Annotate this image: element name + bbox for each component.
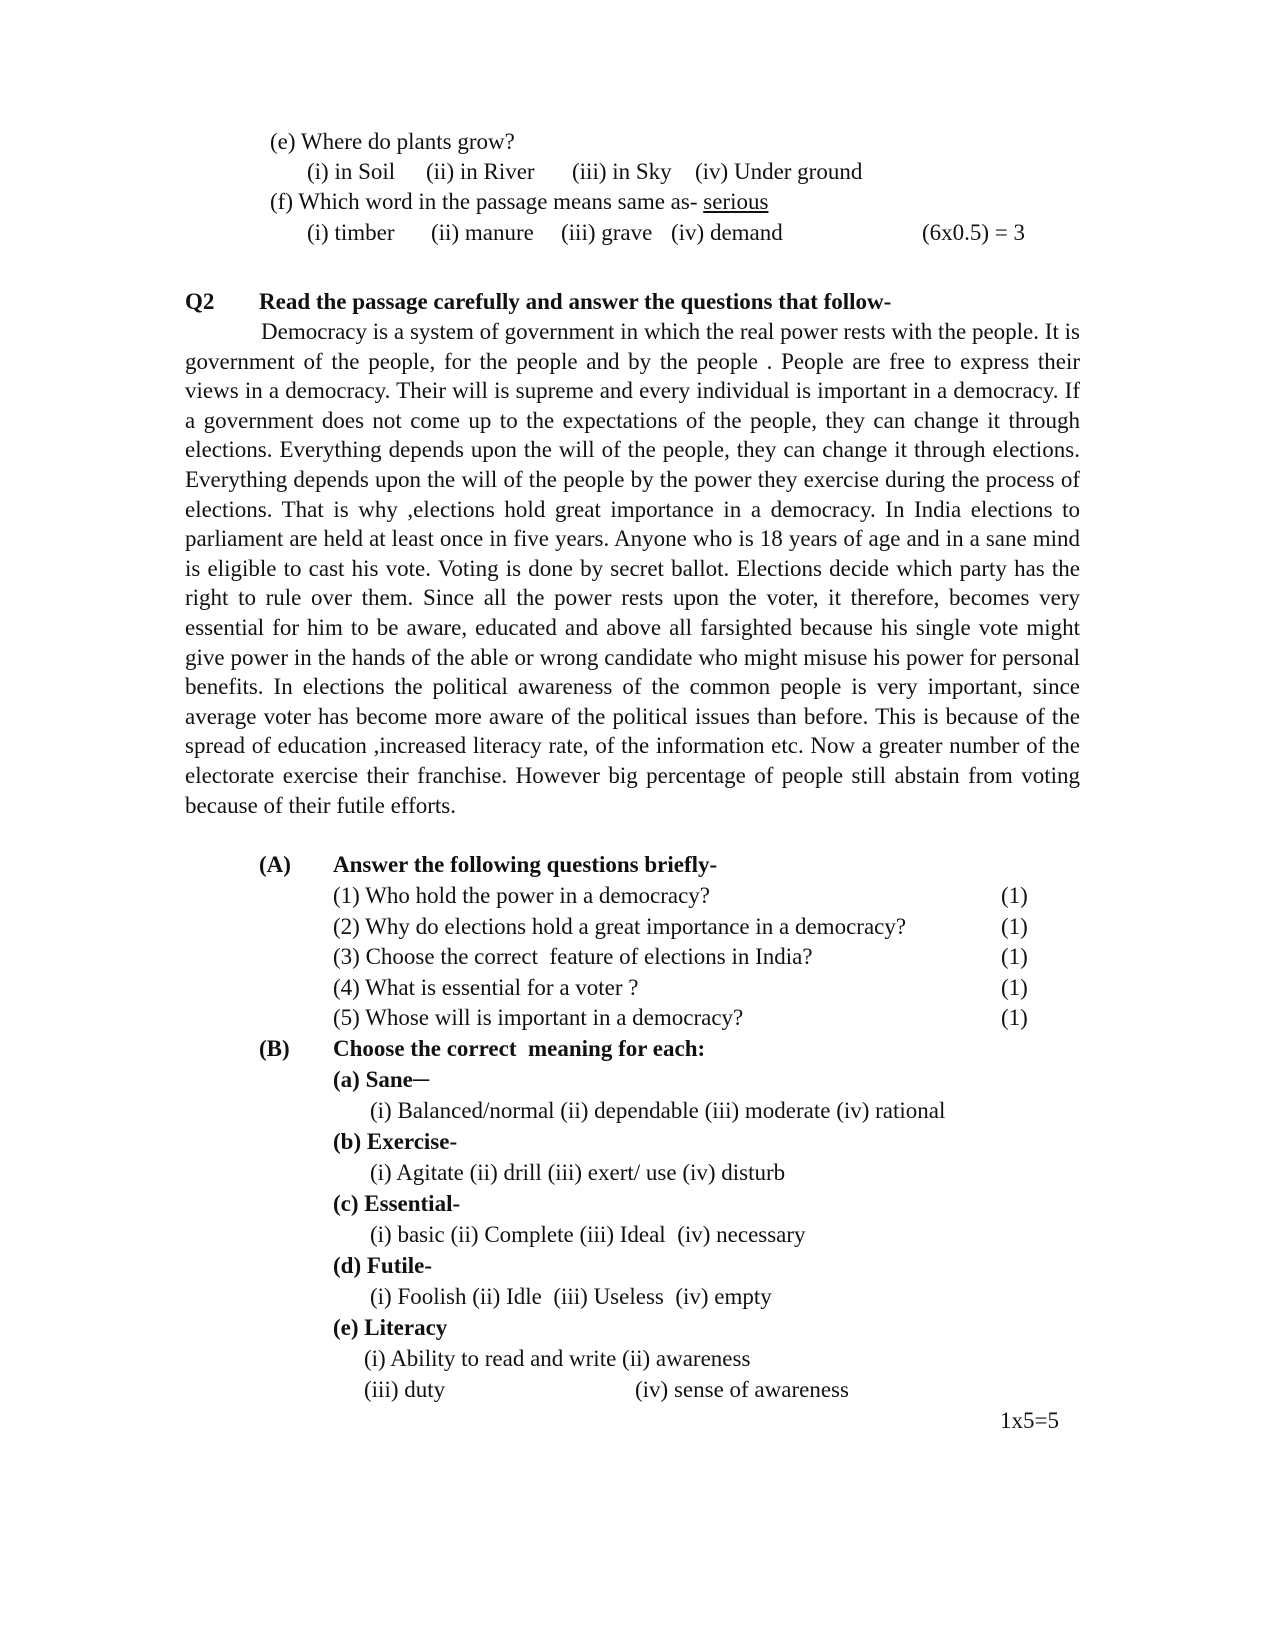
q1-f-question xyxy=(270,188,768,216)
q2-passage xyxy=(185,317,1080,820)
section-a-question-3: (3) Choose the correct feature of elections in India? xyxy=(333,944,813,969)
section-a-question-4: (4) What is essential for a voter ? xyxy=(333,975,639,1000)
section-b-options-d: (i) Foolish (ii) Idle (iii) Useless (iv) empty xyxy=(370,1284,772,1309)
section-a-question-2: (2) Why do elections hold a great importance in a democracy? xyxy=(333,914,907,939)
q2-instruction: Read the passage carefully and answer the questions that follow- xyxy=(259,289,892,314)
q1-f-marks: (6x0.5) = 3 xyxy=(922,220,1026,245)
section-a-marks-4: (1) xyxy=(1001,975,1028,1000)
section-a-question-5: (5) Whose will is important in a democracy? xyxy=(333,1005,744,1030)
section-a-question-1: (1) Who hold the power in a democracy? xyxy=(333,883,711,908)
section-a-marks-3: (1) xyxy=(1001,944,1028,969)
q2-passage-text: Democracy is a system of government in which the real power rests with the people. It is government of the people, for the people and by the people . People are free to express their views in a democracy. Their will is supreme and every individual is important in a democracy. If a government does not come up to the expectations of the people, they can change it through elections. Everything depends upon the will of the people, they can change it through elections. Everything depends upon the will of the people by the power they exercise during the process of elections. That is why ,elections hold great importance in a democracy. In India elections to parliament are held at least once in five years. Anyone who is 18 years of age and in a sane mind is eligible to cast his vote. Voting is done by secret ballot. Elections decide which party has the right to rule over them. Since all the power rests upon the voter, it therefore, becomes very essential for him to be aware, educated and above all farsighted because his single vote might give power in the hands of the able or wrong candidate who might misuse his power for personal benefits. In elections the political awareness of the common people is very important, since average voter has become more aware of the political issues than before. This is because of the spread of education ,increased literacy rate, of the information etc. Now a greater number of the electorate exercise their franchise. However big percentage of people still abstain from voting because of their futile efforts. xyxy=(185,319,1080,818)
q1-f-option-2: (ii) manure xyxy=(431,220,534,245)
section-b-label: (B) xyxy=(259,1036,290,1061)
q1-f-option-3: (iii) grave xyxy=(561,220,653,245)
section-b-options-e-line1: (i) Ability to read and write (ii) awareness xyxy=(364,1346,751,1371)
section-b-word-c: (c) Essential- xyxy=(333,1191,461,1216)
q1-f-option-4: (iv) demand xyxy=(671,220,783,245)
section-b-word-a: (a) Sane─ xyxy=(333,1067,430,1092)
section-b-word-b: (b) Exercise- xyxy=(333,1129,458,1154)
section-a-marks-1: (1) xyxy=(1001,883,1028,908)
section-b-word-d: (d) Futile- xyxy=(333,1253,433,1278)
q1-e-option-1: (i) in Soil xyxy=(307,159,396,184)
section-a-heading: Answer the following questions briefly- xyxy=(333,852,718,877)
section-b-word-e: (e) Literacy xyxy=(333,1315,448,1340)
q1-e-option-2: (ii) in River xyxy=(426,159,535,184)
q1-e-question: (e) Where do plants grow? xyxy=(270,129,515,154)
section-b-options-e-line2a: (iii) duty xyxy=(364,1377,446,1402)
section-b-heading: Choose the correct meaning for each: xyxy=(333,1036,706,1061)
section-b-options-b: (i) Agitate (ii) drill (iii) exert/ use (iv) disturb xyxy=(370,1160,786,1185)
q1-f-option-1: (i) timber xyxy=(307,220,395,245)
section-a-label: (A) xyxy=(259,852,291,877)
section-b-options-a: (i) Balanced/normal (ii) dependable (iii) moderate (iv) rational xyxy=(370,1098,946,1123)
q1-f-question-prefix: (f) Which word in the passage means same as- xyxy=(270,189,704,214)
q1-f-question-word: serious xyxy=(703,189,769,214)
section-b-options-c: (i) basic (ii) Complete (iii) Ideal (iv) necessary xyxy=(370,1222,806,1247)
section-a-marks-2: (1) xyxy=(1001,914,1028,939)
section-a-marks-5: (1) xyxy=(1001,1005,1028,1030)
q2-number: Q2 xyxy=(185,289,215,314)
q1-e-option-4: (iv) Under ground xyxy=(695,159,863,184)
section-b-marks: 1x5=5 xyxy=(1000,1408,1059,1433)
q1-e-option-3: (iii) in Sky xyxy=(572,159,672,184)
section-b-options-e-line2b: (iv) sense of awareness xyxy=(635,1377,849,1402)
